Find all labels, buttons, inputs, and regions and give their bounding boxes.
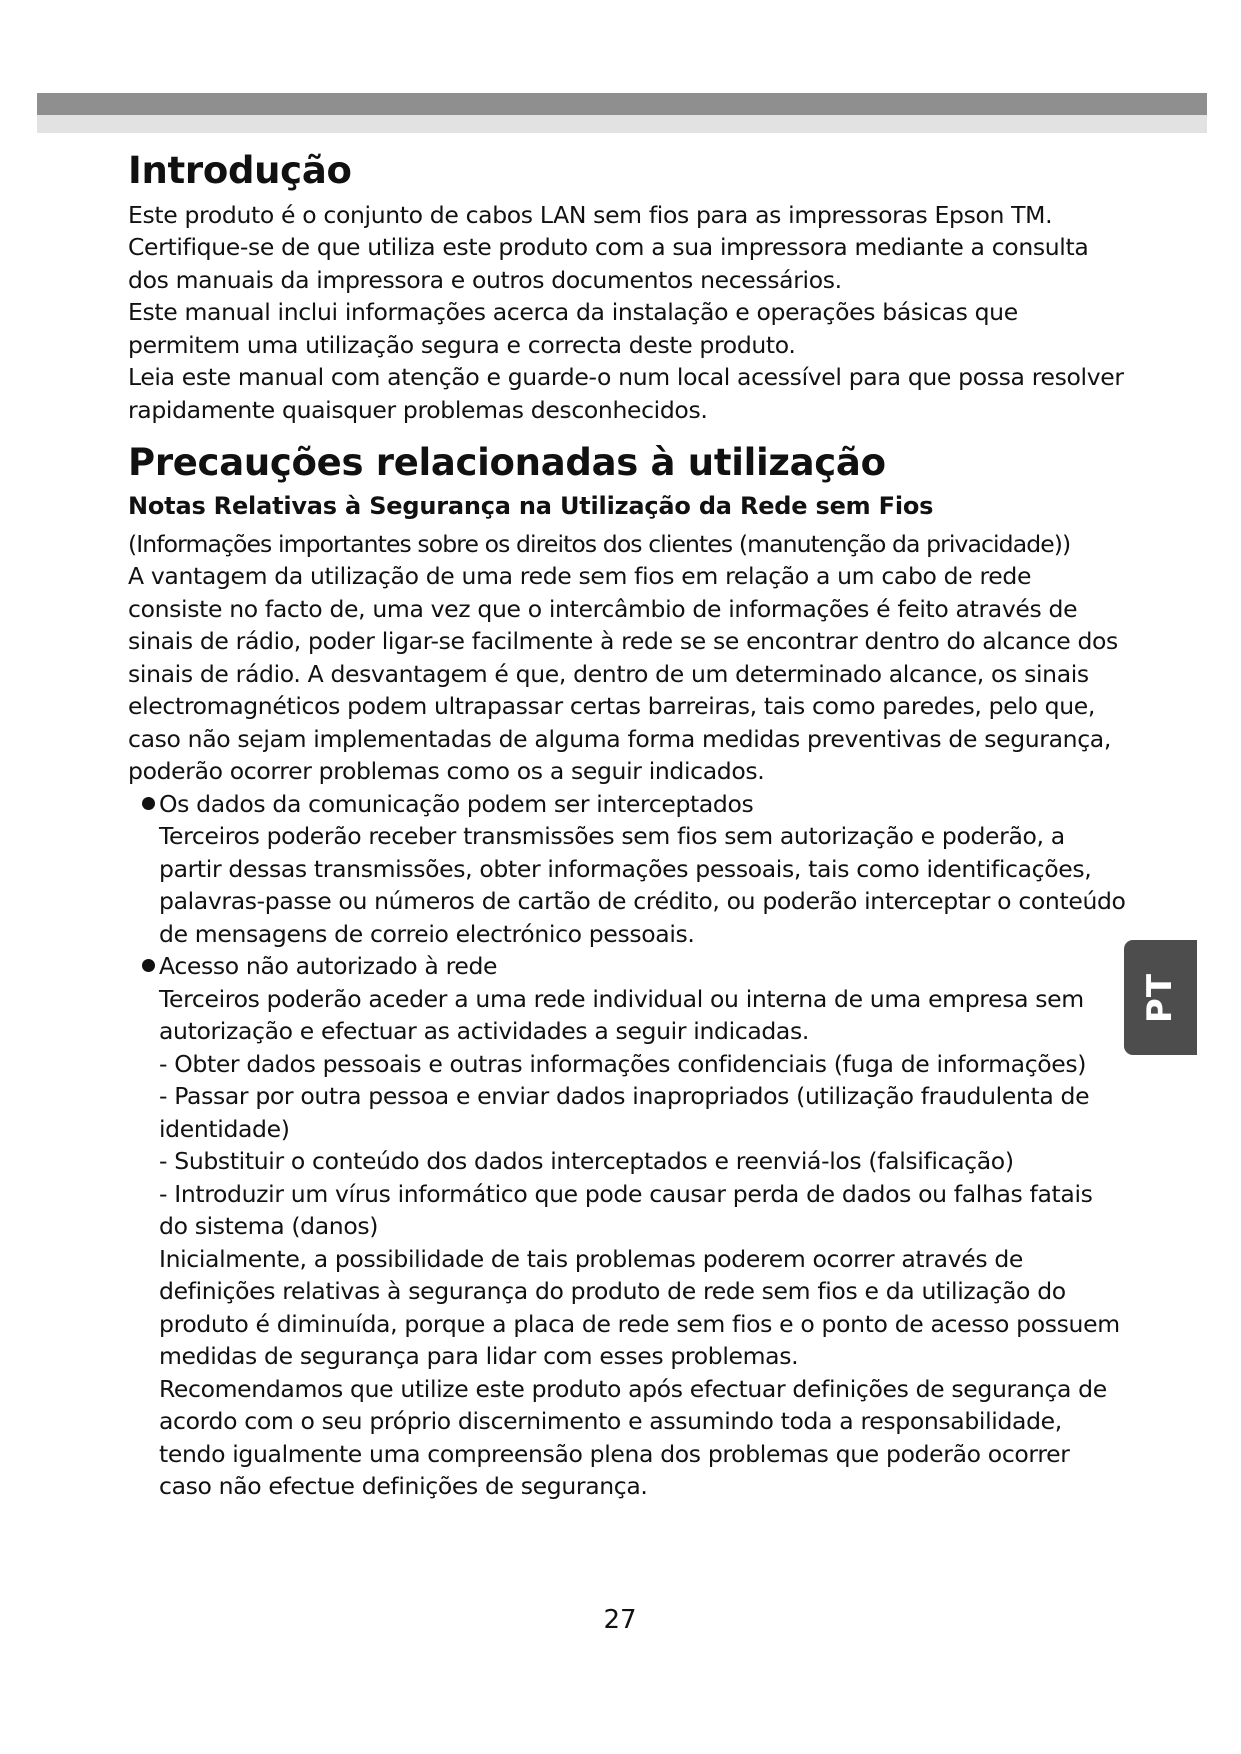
bullet-dot-icon (142, 797, 155, 810)
closing-paragraph: Recomendamos que utilize este produto após efectuar definições de segurança de acordo com o seu próprio discernimento e assumindo toda a responsabilidade, tendo igualmente uma compreensão plena dos problemas que poderão ocorrer caso não efectue definições de segurança. (159, 1374, 1107, 1501)
precautions-title: Precauções relacionadas à utilização (128, 441, 886, 485)
bullet-text: Terceiros poderão aceder a uma rede individual ou interna de uma empresa sem autorização e efectuar as actividades a seguir indicadas. (159, 984, 1084, 1046)
bullet-text: Terceiros poderão receber transmissões sem fios sem autorização e poderão, a partir dessas transmissões, obter informações pessoais, tais como identificações, palavras-passe ou números de cartão de crédito, ou poderão interceptar o conteúdo de mensagens de correio electrónico pessoais. (159, 822, 1126, 948)
bullet-title: Acesso não autorizado à rede (159, 950, 1128, 983)
page-content (128, 150, 1128, 1503)
dash-item: - Introduzir um vírus informático que pode causar perda de dados ou falhas fatais do sistema (danos) (159, 1179, 1093, 1241)
dash-item: - Substituir o conteúdo dos dados interceptados e reenviá-los (falsificação) (159, 1147, 1014, 1176)
privacy-note: (Informações importantes sobre os direitos dos clientes (manutenção da privacidade)) (128, 529, 1071, 558)
bullet-unauthorized-access (128, 950, 1128, 1503)
intro-paragraph: Este produto é o conjunto de cabos LAN sem fios para as impressoras Epson TM. (128, 200, 1053, 229)
closing-paragraph: Inicialmente, a possibilidade de tais problemas poderem ocorrer através de definições relativas à segurança do produto de rede sem fios e da utilização do produto é diminuída, porque a placa de rede sem fios e o ponto de acesso possuem medidas de segurança para lidar com esses problemas. (159, 1244, 1120, 1371)
header-bar-shadow (37, 115, 1207, 133)
dash-item: - Obter dados pessoais e outras informações confidenciais (fuga de informações) (159, 1049, 1087, 1078)
header-bar (37, 93, 1207, 115)
bullet-dot-icon (142, 959, 155, 972)
intro-paragraph: Este manual inclui informações acerca da instalação e operações básicas que permitem uma utilização segura e correcta deste produto. (128, 298, 1018, 359)
intro-paragraph: Certifique-se de que utiliza este produto com a sua impressora mediante a consulta dos manuais da impressora e outros documentos necessários. (128, 233, 1089, 294)
intro-title: Introdução (128, 149, 352, 192)
language-tab-label: PT (1140, 972, 1181, 1023)
page-number: 27 (603, 1605, 637, 1635)
dash-item: - Passar por outra pessoa e enviar dados inapropriados (utilização fraudulenta de identidade) (159, 1082, 1090, 1143)
bullet-interception (128, 788, 1128, 951)
precautions-subtitle: Notas Relativas à Segurança na Utilização da Rede sem Fios (128, 491, 934, 520)
language-tab (1124, 940, 1197, 1055)
precautions-body: A vantagem da utilização de uma rede sem fios em relação a um cabo de rede consiste no facto de, uma vez que o intercâmbio de informações é feito através de sinais de rádio, poder ligar-se facilmente à rede se se encontrar dentro do alcance dos sinais de rádio. A desvantagem é que, dentro de um determinado alcance, os sinais electromagnéticos podem ultrapassar certas barreiras, tais como paredes, pelo que, caso não sejam implementadas de alguma forma medidas preventivas de segurança, poderão ocorrer problemas como os a seguir indicados. (128, 562, 1118, 786)
bullet-title: Os dados da comunicação podem ser interceptados (159, 788, 1128, 821)
intro-paragraph: Leia este manual com atenção e guarde-o num local acessível para que possa resolver rapidamente quaisquer problemas desconhecidos. (128, 363, 1124, 424)
